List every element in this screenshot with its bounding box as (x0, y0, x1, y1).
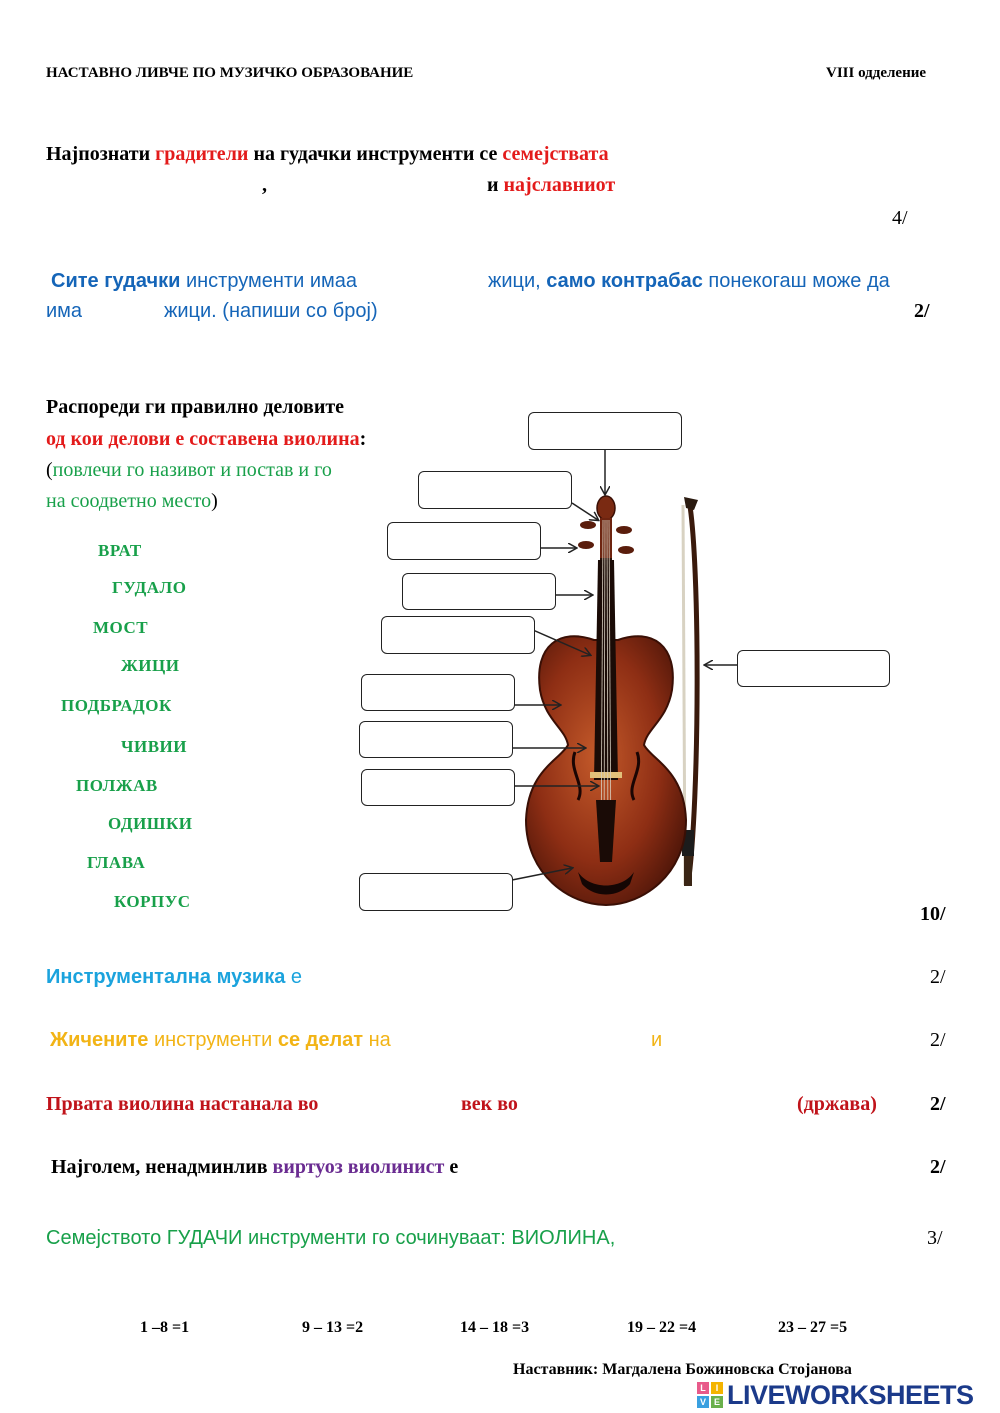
drop-box-5[interactable] (381, 616, 535, 654)
q2-text-2: инструменти имаа (180, 270, 357, 292)
grade-1: 1 –8 =1 (140, 1319, 190, 1336)
drop-box-2[interactable] (418, 471, 572, 509)
grade-4: 19 – 22 =4 (627, 1319, 697, 1336)
q8-score: 3/ (927, 1227, 943, 1249)
word-bridge[interactable]: МОСТ (93, 618, 149, 637)
violin-illustration (526, 496, 686, 905)
q1-and: и (487, 174, 504, 196)
word-scroll[interactable]: ПОЛЖАВ (76, 776, 158, 795)
drop-box-3[interactable] (387, 522, 541, 560)
q4-text-1: Инструментална музика (46, 966, 286, 988)
logo-cell-l: L (697, 1382, 709, 1394)
q6-country: (држава) (797, 1093, 877, 1115)
q3-colon: : (359, 428, 367, 450)
q1-text-builders: градители (155, 143, 249, 165)
q2-line-2b: жици. (напиши со број) (164, 300, 378, 322)
q5-and: и (651, 1029, 663, 1051)
q5-text-3: се делат (277, 1029, 364, 1051)
question-4 (46, 966, 302, 989)
q5-text-2: инструменти (148, 1029, 278, 1051)
word-pegs[interactable]: ЧИВИИ (121, 737, 187, 756)
q7-score: 2/ (930, 1156, 946, 1178)
q3-title: Распореди ги правилно деловите (46, 396, 345, 418)
q7-text-3: е (444, 1156, 459, 1178)
grade-label: VIII одделение (826, 65, 927, 81)
question-6: Првата виолина настанала во (46, 1093, 319, 1115)
q4-score: 2/ (930, 966, 946, 988)
question-7 (51, 1156, 458, 1179)
grade-5: 23 – 27 =5 (778, 1319, 848, 1336)
word-f-holes[interactable]: ОДИШКИ (108, 814, 193, 833)
drop-box-1[interactable] (528, 412, 682, 450)
grade-3: 14 – 18 =3 (460, 1319, 530, 1336)
teacher-name: Наставник: Магдалена Божиновска Стојанова (513, 1361, 852, 1378)
q1-text-3: на гудачки инструменти се (248, 143, 503, 165)
q5-text-1: Жичените (50, 1029, 149, 1051)
drop-box-4[interactable] (402, 573, 556, 610)
logo-cell-i: I (711, 1382, 723, 1394)
q3-instruction-text-1: повлечи го називот и постав и го (52, 459, 332, 481)
q3-subtitle-text: од кои делови е составена виолина (46, 428, 360, 450)
word-chinrest[interactable]: ПОДБРАДОК (61, 696, 172, 715)
q1-score: 4/ (892, 207, 908, 229)
word-body[interactable]: КОРПУС (114, 892, 191, 911)
q3-paren-close: ) (211, 490, 218, 512)
q3-score: 10/ (920, 903, 946, 925)
q1-text-1: Најпознати (46, 143, 156, 165)
q6-century: век во (461, 1093, 518, 1115)
q1-text-families: семејствата (502, 143, 609, 165)
word-strings[interactable]: ЖИЦИ (121, 656, 180, 675)
grade-2: 9 – 13 =2 (302, 1319, 364, 1336)
q6-score: 2/ (930, 1093, 946, 1115)
drop-box-8[interactable] (361, 769, 515, 806)
q7-text-1: Најголем, ненадминлив (51, 1156, 273, 1178)
question-5 (50, 1029, 391, 1052)
question-8: Семејството ГУДАЧИ инструменти го сочинуваат: ВИОЛИНА, (46, 1227, 616, 1249)
liveworksheets-logo (697, 1381, 974, 1409)
q2-text-1: Сите гудачки (51, 270, 181, 292)
word-bow[interactable]: ГУДАЛО (112, 578, 187, 597)
q2-text-3: жици, (488, 270, 547, 292)
q7-text-2: виртуоз виолинист (272, 1156, 445, 1178)
q5-text-4: на (363, 1029, 391, 1051)
logo-grid-icon (697, 1382, 723, 1408)
q2-score: 2/ (914, 300, 930, 322)
word-head[interactable]: ГЛАВА (87, 853, 146, 872)
q2-text-4: само контрабас (546, 270, 703, 292)
logo-cell-e: E (711, 1396, 723, 1408)
q2-text-5: понекогаш може да (702, 270, 890, 292)
word-neck[interactable]: ВРАТ (98, 541, 142, 560)
q3-paren-open: ( (46, 459, 53, 481)
q2-line-2a: има (46, 300, 83, 322)
drop-box-6[interactable] (361, 674, 515, 711)
q4-text-2: е (285, 966, 303, 988)
q1-comma: , (262, 174, 267, 196)
drop-box-7[interactable] (359, 721, 513, 758)
q5-score: 2/ (930, 1029, 946, 1051)
logo-cell-v: V (697, 1396, 709, 1408)
drop-box-9[interactable] (359, 873, 513, 911)
logo-wordmark: LIVEWORKSHEETS (727, 1379, 974, 1410)
drop-box-10[interactable] (737, 650, 890, 687)
q1-most-famous: најславниот (503, 174, 616, 196)
q3-instruction-text-2: на соодветно место (46, 490, 212, 512)
worksheet-title: НАСТАВНО ЛИВЧЕ ПО МУЗИЧКО ОБРАЗОВАНИЕ (46, 65, 414, 81)
